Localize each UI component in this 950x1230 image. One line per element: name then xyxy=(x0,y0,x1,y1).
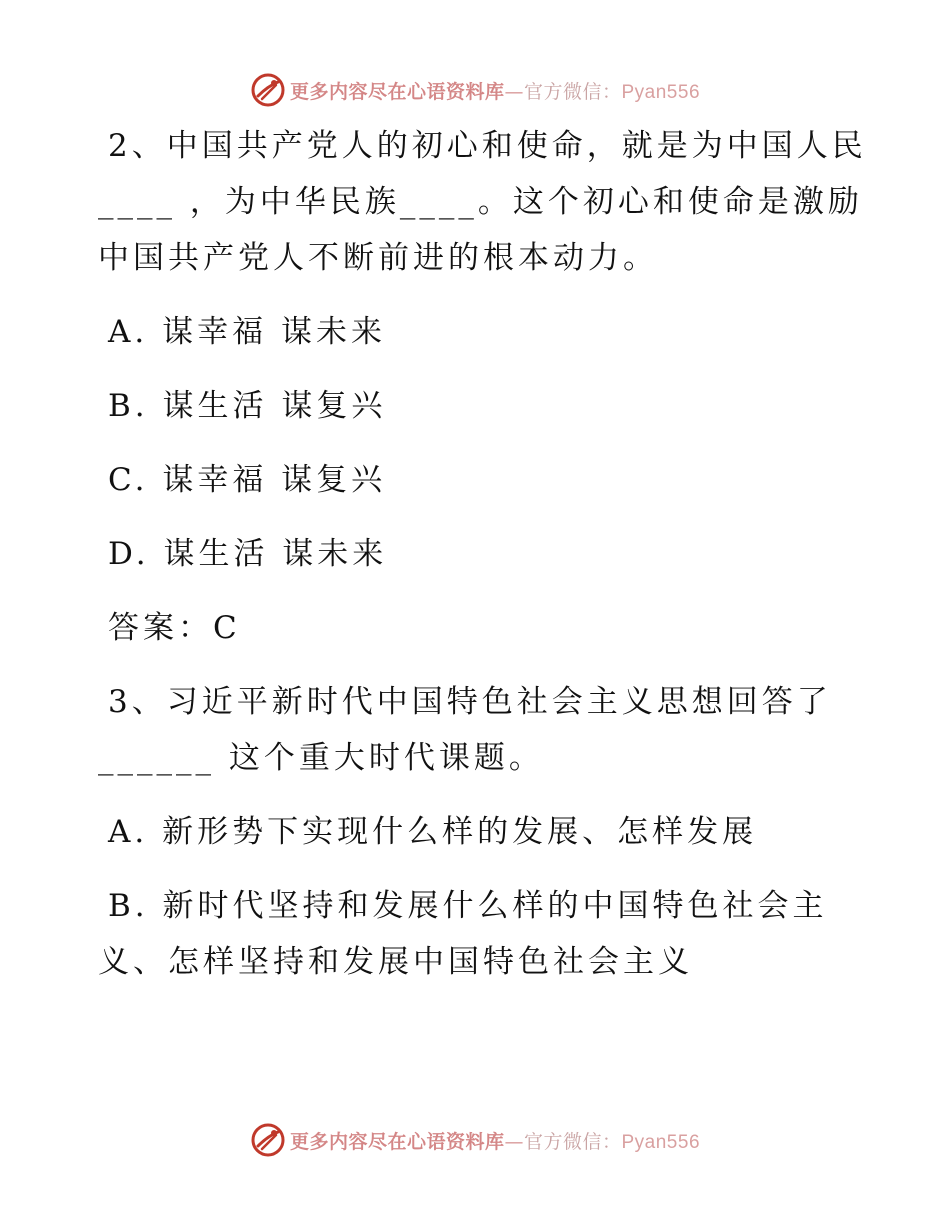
question-2-stem-line-3: 中国共产党人不断前进的根本动力。 xyxy=(98,240,658,276)
watermark-wechat-label: 官方微信： xyxy=(523,80,622,103)
question-3-option-b-line-1: B. 新时代坚持和发展什么样的中国特色社会主 xyxy=(108,888,828,924)
watermark-wechat-id: Pyan556 xyxy=(621,1131,701,1153)
watermark-text xyxy=(290,77,700,104)
book-logo-icon xyxy=(250,72,286,108)
document-body xyxy=(98,118,867,990)
question-3-option-b-line-2: 义、怎样坚持和发展中国特色社会主义 xyxy=(98,944,693,980)
question-2-option-c: C. 谋幸福 谋复兴 xyxy=(108,462,387,498)
question-3-stem-line-1: 3、习近平新时代中国特色社会主义思想回答了 xyxy=(108,684,832,720)
question-2-option-d: D. 谋生活 谋未来 xyxy=(108,536,388,572)
question-2-option-b: B. 谋生活 谋复兴 xyxy=(108,388,387,424)
header-watermark xyxy=(0,70,950,110)
question-2-answer: 答案：C xyxy=(108,610,241,646)
watermark-wechat-id: Pyan556 xyxy=(621,81,701,103)
question-2-stem-line-1: 2、中国共产党人的初心和使命，就是为中国人民 xyxy=(108,128,867,164)
question-3-stem-line-2: ______ 这个重大时代课题。 xyxy=(98,740,544,776)
watermark-dash: — xyxy=(504,80,524,103)
watermark-brand: 更多内容尽在心语资料库 xyxy=(289,1130,505,1153)
watermark-dash: — xyxy=(504,1130,524,1153)
watermark-brand: 更多内容尽在心语资料库 xyxy=(289,80,505,103)
question-2-option-a: A. 谋幸福 谋未来 xyxy=(108,314,386,350)
book-logo-icon xyxy=(250,1122,286,1158)
question-2-stem-line-2: ____ ，为中华民族____。这个初心和使命是激励 xyxy=(98,184,863,220)
footer-watermark xyxy=(0,1120,950,1160)
watermark-text xyxy=(290,1127,700,1154)
question-3-option-a: A. 新形势下实现什么样的发展、怎样发展 xyxy=(108,814,758,850)
watermark-wechat-label: 官方微信： xyxy=(523,1130,622,1153)
